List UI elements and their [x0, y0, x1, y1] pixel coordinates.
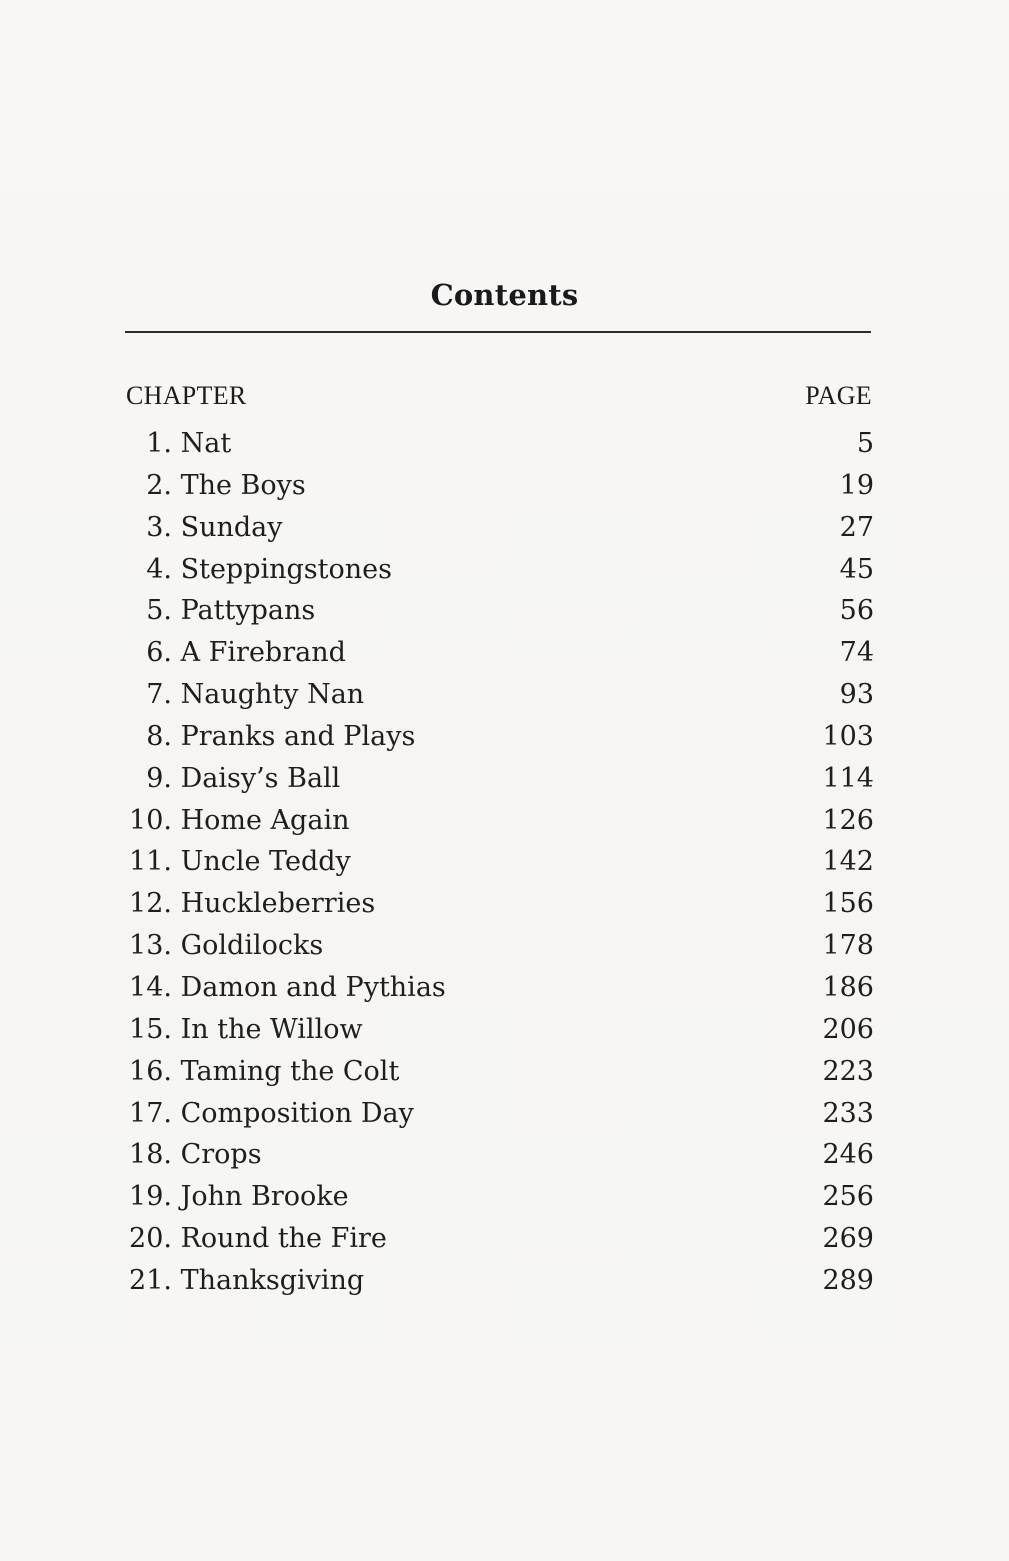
chapter-number: 3.	[146, 511, 172, 543]
chapter-title	[126, 805, 349, 836]
chapter-page-number: 19	[839, 469, 874, 501]
chapter-number: 17.	[129, 1097, 172, 1129]
chapter-page-number: 156	[822, 888, 874, 920]
chapter-name: Thanksgiving	[180, 1264, 365, 1296]
chapter-page-number: 45	[839, 553, 874, 585]
chapter-name: Round the Fire	[180, 1223, 387, 1255]
chapter-name: The Boys	[180, 469, 306, 501]
chapter-name: Nat	[180, 428, 232, 459]
chapter-title	[126, 554, 392, 585]
chapter-page-number: 206	[822, 1013, 874, 1045]
chapter-title	[126, 846, 351, 877]
chapter-name: Composition Day	[180, 1097, 414, 1129]
chapter-name: In the Willow	[180, 1013, 363, 1045]
chapter-number: 11.	[129, 846, 172, 878]
chapter-page-number: 246	[822, 1139, 874, 1171]
toc-entry	[0, 805, 1009, 847]
chapter-number: 20.	[129, 1223, 172, 1255]
chapter-name: A Firebrand	[180, 637, 346, 669]
chapter-page-number: 233	[822, 1097, 874, 1129]
chapter-page-number: 56	[839, 595, 874, 627]
chapter-number: 19.	[129, 1181, 172, 1213]
toc-entry	[0, 595, 1009, 637]
toc-entry	[0, 554, 1009, 596]
toc-entry	[0, 428, 1009, 470]
chapter-title	[126, 930, 323, 961]
chapter-title	[126, 1098, 414, 1129]
chapter-page-number: 93	[839, 679, 874, 711]
chapter-number: 10.	[129, 804, 172, 836]
chapter-title	[126, 763, 340, 794]
chapter-title	[126, 637, 346, 668]
chapter-page-number: 269	[822, 1223, 874, 1255]
chapter-title	[126, 1265, 364, 1296]
chapter-number: 18.	[129, 1139, 172, 1171]
chapter-name: Taming the Colt	[180, 1055, 400, 1087]
chapter-name: Crops	[180, 1139, 262, 1171]
chapter-page-number: 178	[822, 930, 874, 962]
chapter-page-number: 27	[839, 511, 874, 543]
chapter-page-number: 5	[856, 428, 874, 459]
toc-entry	[0, 888, 1009, 930]
toc-entry	[0, 721, 1009, 763]
chapter-number: 2.	[146, 469, 172, 501]
chapter-number: 9.	[146, 762, 172, 794]
toc-entry	[0, 1014, 1009, 1056]
chapter-number: 5.	[146, 595, 172, 627]
chapter-number: 13.	[129, 930, 172, 962]
chapter-title	[126, 679, 364, 710]
chapter-title	[126, 595, 315, 626]
chapter-name: Huckleberries	[180, 888, 376, 920]
chapter-number: 8.	[146, 720, 172, 752]
toc-entry	[0, 846, 1009, 888]
chapter-number: 12.	[129, 888, 172, 920]
page-column-header: PAGE	[805, 381, 872, 410]
chapter-name: Home Again	[180, 804, 350, 836]
chapter-number: 1.	[146, 428, 172, 459]
page-title: Contents	[430, 278, 579, 312]
chapter-column-header: CHAPTER	[126, 381, 247, 410]
chapter-name: Sunday	[180, 511, 283, 543]
chapter-page-number: 186	[822, 971, 874, 1003]
toc-entry	[0, 1098, 1009, 1140]
chapter-title	[126, 972, 446, 1003]
toc-entry	[0, 637, 1009, 679]
chapter-number: 4.	[146, 553, 172, 585]
chapter-page-number: 289	[822, 1264, 874, 1296]
chapter-number: 15.	[129, 1013, 172, 1045]
chapter-name: Pattypans	[180, 595, 316, 627]
toc-entry	[0, 930, 1009, 972]
chapter-title	[126, 428, 231, 459]
toc-entry	[0, 1056, 1009, 1098]
chapter-name: John Brooke	[180, 1181, 349, 1213]
chapter-page-number: 74	[839, 637, 874, 669]
chapter-title	[126, 888, 375, 919]
chapter-title	[126, 1014, 363, 1045]
chapter-title	[126, 1056, 399, 1087]
chapter-name: Steppingstones	[180, 553, 392, 585]
chapter-title	[126, 470, 306, 501]
chapter-page-number: 223	[822, 1055, 874, 1087]
chapter-name: Pranks and Plays	[180, 720, 416, 752]
chapter-title	[126, 1223, 387, 1254]
chapter-number: 7.	[146, 679, 172, 711]
table-of-contents	[0, 428, 1009, 1307]
chapter-name: Uncle Teddy	[180, 846, 351, 878]
chapter-page-number: 142	[822, 846, 874, 878]
chapter-number: 16.	[129, 1055, 172, 1087]
chapter-name: Damon and Pythias	[180, 971, 446, 1003]
chapter-page-number: 103	[822, 720, 874, 752]
chapter-title	[126, 1181, 349, 1212]
chapter-page-number: 256	[822, 1181, 874, 1213]
chapter-name: Goldilocks	[180, 930, 324, 962]
chapter-number: 6.	[146, 637, 172, 669]
toc-entry	[0, 763, 1009, 805]
title-rule	[125, 331, 871, 333]
chapter-name: Naughty Nan	[180, 679, 365, 711]
toc-entry	[0, 972, 1009, 1014]
toc-entry	[0, 470, 1009, 512]
toc-entry	[0, 1181, 1009, 1223]
chapter-page-number: 126	[822, 804, 874, 836]
toc-entry	[0, 1265, 1009, 1307]
chapter-number: 21.	[129, 1264, 172, 1296]
toc-entry	[0, 512, 1009, 554]
toc-entry	[0, 1223, 1009, 1265]
chapter-title	[126, 1139, 262, 1170]
toc-entry	[0, 679, 1009, 721]
toc-entry	[0, 1139, 1009, 1181]
chapter-number: 14.	[129, 971, 172, 1003]
chapter-title	[126, 721, 415, 752]
chapter-page-number: 114	[822, 762, 874, 794]
chapter-title	[126, 512, 283, 543]
chapter-name: Daisy’s Ball	[180, 762, 341, 794]
